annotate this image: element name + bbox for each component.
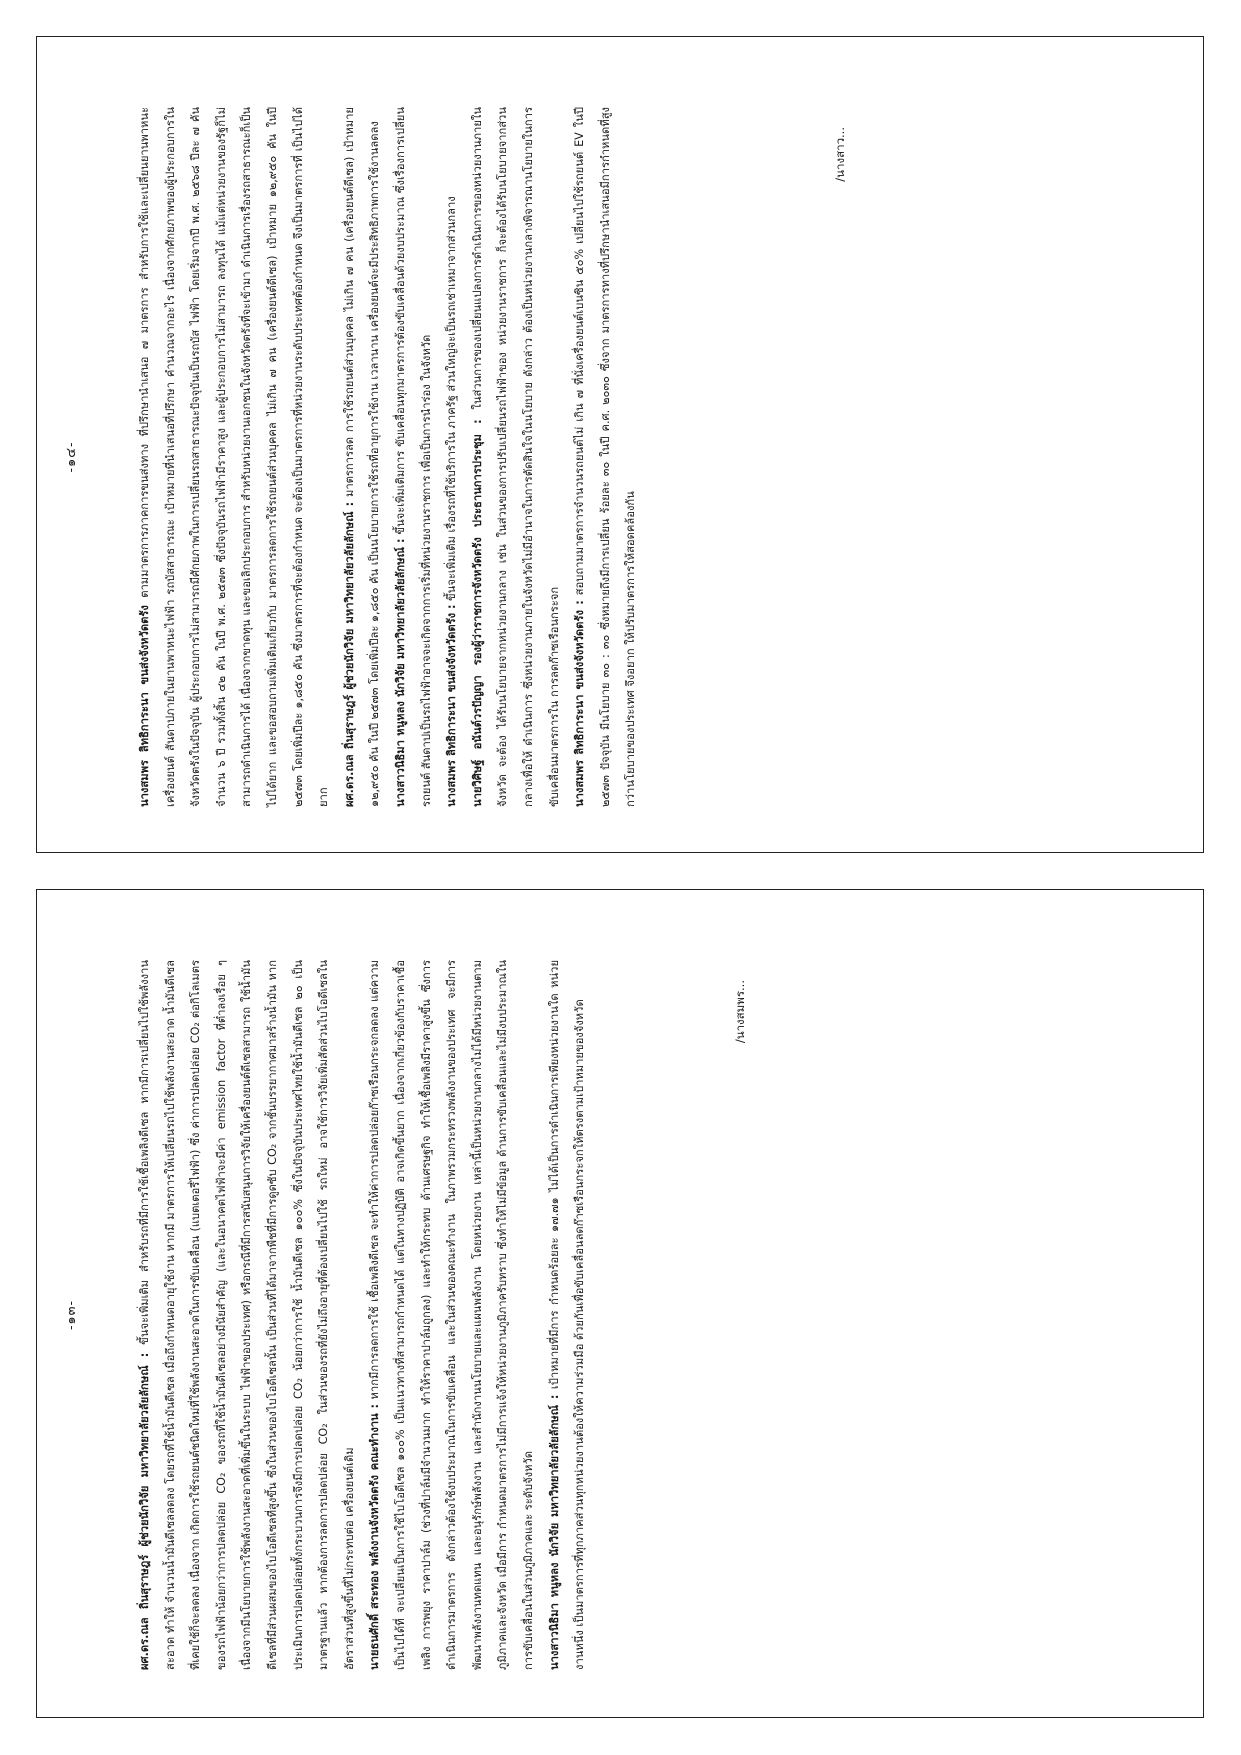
continuation-marker: /นางสาว... bbox=[833, 127, 847, 182]
paragraph bbox=[465, 107, 567, 807]
document-page-14 bbox=[36, 36, 1204, 853]
paragraph-text: ขึ้นจะเพิ่มเติม สำหรับรถที่มีการใช้เชื้อเพลิงดีเซล หากมีการเปลี่ยนไปใช้พลังงานสะอาด ทำให้ จำนวนน้ำมันดีเซลลดลง โดยรถที่ใช้น้ำมันดีเซล เมื่อถึงกำหนดอายุใช้งาน หากมี มาตรการให้เปลี่ยนรถไปใช้พลังงานสะอาด น้ำมันดีเซลที่เคยใช้ก็จะลดลง เนื่องจาก เกิดการใช้รถยนต์ชนิดใหม่ที่ใช้พลังงานสะอาดในการขับเคลื่อน (แบตเตอรี่ไฟฟ้า) ซึ่ง ค่าการปลดปล่อย CO₂ ต่อกิโลเมตร ของรถไฟฟ้าน้อยกว่าการปลดปล่อย CO₂ ของรถที่ใช้น้ำมันดีเซลอย่างมีนัยสำคัญ (และในอนาคตไฟฟ้าจะมีค่า emission factor ที่ต่ำลงเรื่อย ๆ เนื่องจากมีนโยบายการใช้พลังงานสะอาดที่เพิ่มขึ้นในระบบ ไฟฟ้าของประเทศ) หรือกรณีที่มีการสนับสนุนการวิจัยให้เครื่องยนต์ดีเซลสามารถ ใช้น้ำมันดีเซลที่มีส่วนผสมของไบโอดีเซลที่สูงขึ้น ซึ่งในส่วนของไบโอดีเซลนั้น เป็นส่วนที่ได้มาจากพืชที่มีการดูดซับ CO₂ จากชั้นบรรยากาศมาสร้างน้ำมัน หาก ประเมินการปลดปล่อยทั้งกระบวนการจึงมีการปลดปล่อย CO₂ น้อยกว่าการใช้ น้ำมันดีเซล ๑๐๐% ซึ่งในปัจจุบันประเทศไทยใช้น้ำมันดีเซล ๒๐ เป็นมาตรฐานแล้ว หากต้องการลดการปลดปล่อย CO₂ ในส่วนของรถที่ยังไม่ถึงอายุที่ต้องเปลี่ยนไปใช้ รถใหม่ อาจใช้การวิจัยเพิ่มสัดส่วนไบโอดีเซลในอัตราส่วนที่สูงขึ้นที่ไม่กระทบต่อ เครื่องยนต์เดิม bbox=[138, 960, 356, 1670]
paragraph bbox=[542, 960, 593, 1670]
paragraph-text: สอบถามมาตรการจำนวนรถยนต์ไม่ เกิน ๗ ที่นั่งเครื่องยนต์เบนซิน ๕๐% เปลี่ยนไปใช้รถยนต์ EV ในปี ๒๕๗๓ ปัจจุบัน มีนโยบาย ๓๐ : ๓๐ ซึ่งหมายถึงมีการเปลี่ยน ร้อยละ ๓๐ ในปี ค.ศ. ๒๐๓๐ ซึ่งจาก มาตรการทางที่ปรึกษานำเสนอมีการกำหนดที่สูงกว่านโยบายของประเทศ จึงอยาก ให้ปรับมาตรการให้สอดคล้องกัน bbox=[573, 107, 638, 807]
paragraph-list bbox=[132, 960, 593, 1670]
paragraph-text: หากมีการลดการใช้ เชื้อเพลิงดีเซล จะทำให้ค่าการปลดปล่อยก๊าซเรือนกระจกลดลง แต่ความเป็นไปได้ที่ จะเปลี่ยนเป็นการใช้ไบโอดีเซล ๑๐๐% เป็นแนวทางที่สามารถกำหนดได้ แต่ในทางปฏิบัติ อาจเกิดขึ้นยาก เนื่องจากเกี่ยวข้องกับราคาเชื้อเพลิง การพยุง ราคาปาล์ม (ช่วงที่ปาล์มมีจำนวนมาก ทำให้ราคาปาล์มถูกลง) และทำให้กระทบ ด้านเศรษฐกิจ ทำให้เชื้อเพลิงมีราคาสูงขึ้น ซึ่งการดำเนินการมาตรการ ดังกล่าวต้องใช้งบประมาณในการขับเคลื่อน และในส่วนของคณะทำงาน ในภาพรวมกระทรวงพลังงานของประเทศ จะมีการพัฒนาพลังงานทดแทน และอนุรักษ์พลังงาน และสำนักงานนโยบายและแผนพลังงาน โดยหน่วยงาน เหล่านี้เป็นหน่วยงานกลางไม่ได้มีหน่วยงานตามภูมิภาคและจังหวัด เมื่อมีการ กำหนดมาตรการไม่มีการแจ้งให้หน่วยงานภูมิภาครับทราบ ซึ่งทำให้ไม่มีข้อมูล ด้านการขับเคลื่อนและไม่มีงบประมาณในการขับเคลื่อนในส่วนภูมิภาคและ ระดับจังหวัด bbox=[368, 960, 535, 1670]
paragraph bbox=[132, 960, 362, 1670]
speaker-name: ผศ.ดร.ณล ถิ่นสุราษฎร์ ผู้ช่วยนักวิจัย มหาวิทยาลัยวลัยลักษณ์ : bbox=[138, 1352, 151, 1670]
paragraph-list bbox=[132, 107, 644, 807]
paragraph-text: ขึ้นจะเพิ่มเติมการ ขับเคลื่อนทุกมาตรการต้องขับเคลื่อนด้วยงบประมาณ ซึ่งเรื่องการเปลี่ยนรถยนต์ สันดาปเป็นรถไฟฟ้าอาจจะเกิดจากการเริ่มที่หน่วยงานราชการ เพื่อเป็นการนำร่อง ในจังหวัด bbox=[393, 106, 433, 807]
speaker-name: นางสาวนิธิมา หนูหลง นักวิจัย มหาวิทยาลัยวลัยลักษณ์ : bbox=[393, 538, 407, 807]
document-page-13 bbox=[36, 889, 1204, 1718]
paragraph bbox=[439, 107, 465, 807]
paragraph bbox=[388, 107, 439, 807]
page-number: -๑๔- bbox=[64, 441, 79, 473]
speaker-name: นางสมพร ลิทธิการะนา ขนส่งจังหวัดตรัง bbox=[138, 605, 151, 807]
paragraph bbox=[337, 107, 388, 807]
speaker-name: นายวิศิษฐ์ อนันต์วรปัญญา รองผู้ว่าราชการจังหวัดตรัง ประธานการประชุม : bbox=[470, 419, 484, 807]
paragraph bbox=[362, 960, 541, 1670]
page-number: -๑๓- bbox=[64, 1300, 79, 1330]
paragraph bbox=[132, 107, 337, 807]
speaker-name: นางสาวนิธิมา หนูหลง นักวิจัย มหาวิทยาลัยวลัยลักษณ์ : bbox=[547, 1394, 561, 1670]
speaker-name: นางสมพร ลิทธิการะนา ขนส่งจังหวัดตรัง : bbox=[445, 604, 459, 807]
speaker-name: นางสมพร ลิทธิการะนา ขนส่งจังหวัดตรัง : bbox=[573, 600, 587, 807]
speaker-name: นายธนศักดิ์ สระทอง พลังงานจังหวัดตรัง คณะทำงาน : bbox=[368, 1403, 382, 1670]
paragraph-text: ขึ้นจะเพิ่มเติม เรื่องรถที่ใช้บริการใน ภาครัฐ ส่วนใหญ่จะเป็นรถเช่าเหมาจากส่วนกลาง bbox=[445, 196, 459, 605]
paragraph-text: เป้าหมายที่มีการ กำหนดร้อยละ ๑๗.๗๑ ไม่ได้เป็นการดำเนินการเพียงหน่วยงานใด หน่วยงานหนึ่ง เป็นมาตรการที่ทุกภาคส่วนทุกหน่วยงานต้องให้ความร่วมมือ ด้วยกันเพื่อขับเคลื่อนลดก๊าซเรือนกระจกให้ตรงตามเป้าหมายของจังหวัด bbox=[547, 959, 587, 1670]
page-content bbox=[64, 959, 1012, 1670]
paragraph-text: ในส่วนการของเปลี่ยนแปลงการดำเนินการของหน่วยงานภายในจังหวัด จะต้อง ได้รับนโยบายจากหน่วยงานกลาง เช่น ในส่วนของการปรับเปลี่ยนรถไฟฟ้าของ หน่วยงานราชการ ก็จะต้องได้รับนโยบายจากส่วนกลางเพื่อให้ ดำเนินการ ซึ่งหน่วยงานภายในจังหวัดไม่มีอำนาจในการตัดสินใจในนโยบาย ดังกล่าว ต้องเป็นหน่วยงานกลางพิจารณานโยบายในการขับเคลื่อนมาตรการใน การลดก๊าซเรือนกระจก bbox=[470, 107, 561, 807]
page-content bbox=[64, 106, 1012, 807]
paragraph-text: ตามมาตรการภาคการขนส่งทาง ที่ปรึกษานำเสนอ ๗ มาตรการ สำหรับการใช้และเปลี่ยนยานพาหนะเครื่องยนต์ สันดาปภายในยานพาหนะไฟฟ้า รถบัสสาธารณะ เป้าหมายที่นำเสนอที่ปรึกษา คำนวณจากอะไร เนื่องจากศักยภาพของผู้ประกอบการในจังหวัดตรังในปัจจุบัน ผู้ประกอบการไม่สามารถมีศักยภาพในการเปลี่ยนรถสาธารณะปัจจุบันเป็นรถบัส ไฟฟ้า โดยเริ่มจากปี พ.ศ. ๒๕๖๘ ปีละ ๗ คัน จำนวน ๖ ปี รวมทั้งสิ้น ๔๒ คัน ในปี พ.ศ. ๒๕๗๓ ซึ่งปัจจุบันรถไฟฟ้ามีราคาสูง และผู้ประกอบการไม่สามารถ ลงทุนได้ แม้แต่หน่วยงานของรัฐก็ไม่สามารถดำเนินการได้ เนื่องจากขาดทุน และขอเลิกประกอบการ สำหรับหน่วยงานเอกชนในจังหวัดตรังที่จะเข้ามา ดำเนินการเรื่องรถสาธารณะก็เป็นไปได้ยาก และขอสอบถามเพิ่มเติมเกี่ยวกับ มาตรการลดการใช้รถยนต์ส่วนบุคคล ไม่เกิน ๗ คน (เครื่องยนต์ดีเซล) เป้าหมาย ๑๒,๙๕๐ คัน ในปี ๒๕๗๓ โดยเพิ่มปีละ ๑,๘๕๐ คัน ซึ่งมาตรการที่จะต้องกำหนด จะต้องเป็นมาตรการที่หน่วยงานระดับประเทศต้องกำหนด จึงเป็นมาตรการที่ เป็นไปได้ยาก bbox=[138, 107, 331, 807]
paragraph-text: มาตรการลด การใช้รถยนต์ส่วนบุคคล ไม่เกิน ๗ คน (เครื่องยนต์ดีเซล) เป้าหมาย ๑๒,๙๕๐ คัน ในปี ๒๕๗๓ โดยเพิ่มปีละ ๑,๘๕๐ คัน เป็นนโยบายการใช้รถที่อายุการใช้งาน เวลานาน เครื่องยนต์จะมีประสิทธิภาพการใช้งานลดลง bbox=[342, 107, 382, 807]
continuation-marker: /นางสมพร... bbox=[733, 980, 747, 1044]
paragraph bbox=[567, 107, 644, 807]
speaker-name: ผศ.ดร.ณล ถิ่นสุราษฎร์ ผู้ช่วยนักวิจัย มหาวิทยาลัยวลัยลักษณ์ : bbox=[342, 501, 356, 807]
